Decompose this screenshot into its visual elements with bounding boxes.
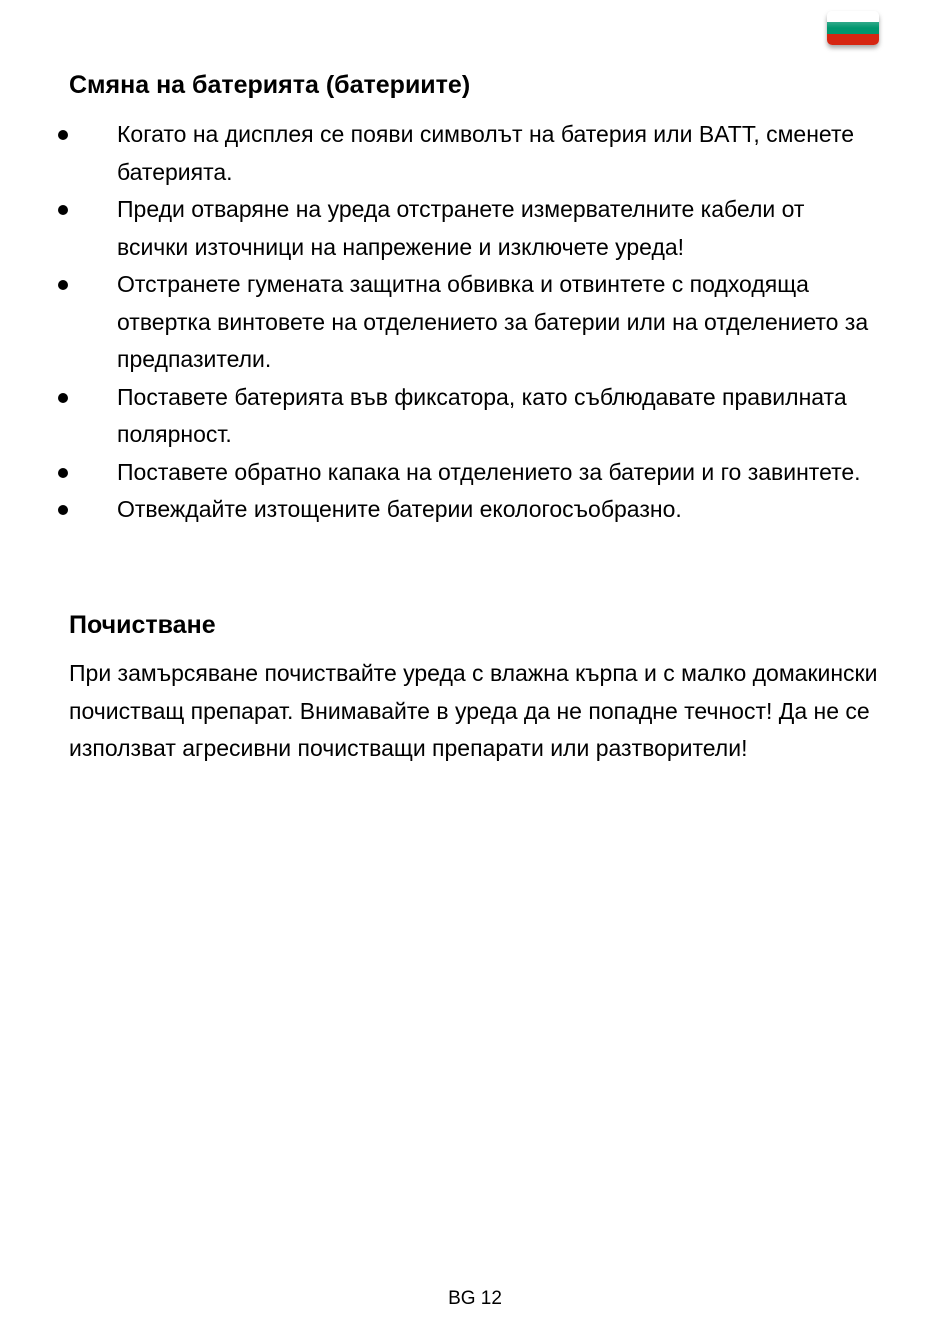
bulgarian-flag-icon [827, 11, 879, 45]
list-item [0, 491, 877, 529]
list-item-text: Преди отваряне на уреда отстранете измервателните кабели от всички източници на напрежение и изключете уреда! [117, 196, 805, 260]
list-item-text: Отстранете гумената защитна обвивка и отвинтете с подходяща отвертка винтовете на отделението за батерии или на отделението за предпазители. [117, 271, 869, 372]
bullet-icon [58, 280, 68, 290]
page-number: BG 12 [448, 1288, 502, 1309]
bullet-icon [58, 505, 68, 515]
bullet-icon [58, 468, 68, 478]
cleaning-section-title: Почистване [69, 611, 216, 639]
list-item [0, 454, 877, 492]
cleaning-paragraph: При замърсяване почиствайте уреда с влажна кърпа и с малко домакински почистващ препарат. Внимавайте в уреда да не попадне течност! Да не се използват агресивни почистващи препарати или разтворители! [69, 660, 878, 761]
list-item [0, 266, 877, 379]
list-item-text: Поставете обратно капака на отделението за батерии и го завинтете. [117, 458, 861, 485]
battery-steps-list [0, 116, 950, 529]
battery-section-title: Смяна на батерията (батериите) [69, 71, 471, 99]
list-item-text: Поставете батерията във фиксатора, като съблюдавате правилната полярност. [117, 383, 847, 447]
list-item [0, 379, 877, 454]
list-item [0, 116, 877, 191]
bullet-icon [58, 130, 68, 140]
list-item-text: Когато на дисплея се появи символът на батерия или BATT, сменете батерията. [117, 121, 855, 185]
list-item-text: Отвеждайте изтощените батерии екологосъобразно. [117, 496, 682, 522]
flag-stripe-red [827, 34, 879, 45]
list-item [0, 191, 877, 266]
bullet-icon [58, 205, 68, 215]
bullet-icon [58, 393, 68, 403]
